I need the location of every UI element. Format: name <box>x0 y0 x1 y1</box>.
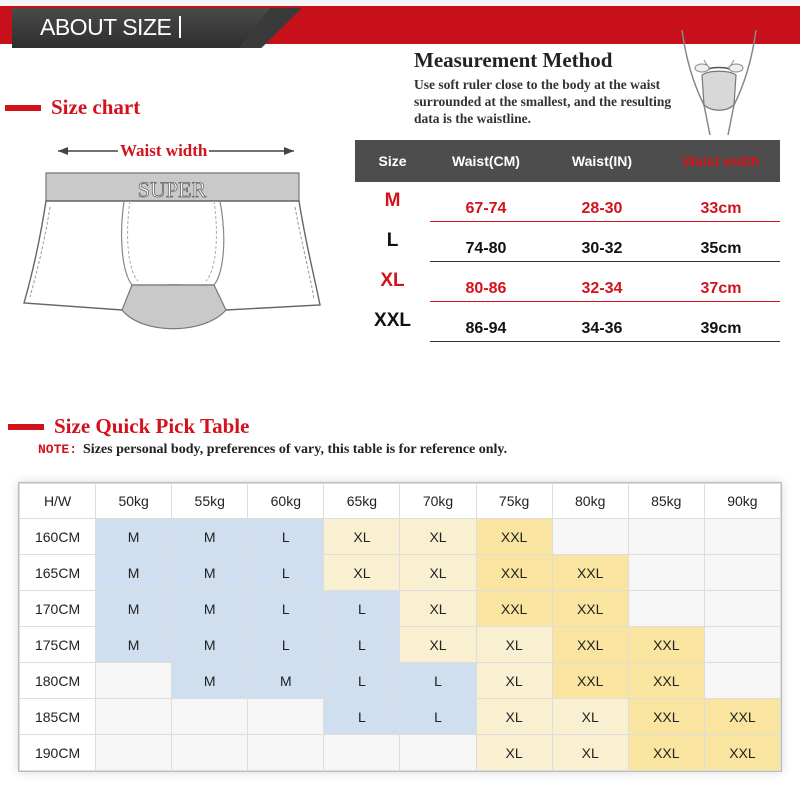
size-pick-cell: XXL <box>552 663 628 699</box>
size-pick-cell: M <box>96 591 172 627</box>
size-table-body <box>355 182 780 342</box>
table-row <box>20 627 781 663</box>
size-pick-cell: L <box>324 627 400 663</box>
size-cell: L <box>386 230 399 251</box>
size-pick-cell: L <box>324 663 400 699</box>
size-pick-cell <box>704 663 780 699</box>
weight-header-cell: 50kg <box>96 484 172 519</box>
weight-header-cell: 90kg <box>704 484 780 519</box>
note-label: NOTE: <box>38 442 78 457</box>
table-row <box>20 519 781 555</box>
size-pick-cell <box>704 627 780 663</box>
size-pick-cell <box>628 591 704 627</box>
waist-cm-header: Waist(CM) <box>452 153 520 169</box>
weight-header-cell: 65kg <box>324 484 400 519</box>
size-pick-cell <box>552 519 628 555</box>
quick-pick-header-row <box>20 484 781 519</box>
waist-width-label: Waist width <box>120 141 208 160</box>
size-pick-cell: L <box>248 627 324 663</box>
body-measurement-figure <box>664 30 774 135</box>
size-pick-cell: XXL <box>628 627 704 663</box>
size-pick-cell: XL <box>476 699 552 735</box>
size-pick-cell: XXL <box>552 555 628 591</box>
size-chart-table <box>355 140 780 342</box>
waist-width-cell: 33cm <box>662 200 780 222</box>
size-cell: XL <box>380 270 405 291</box>
waist-in-cell: 34-36 <box>542 320 662 342</box>
height-cell: 165CM <box>20 555 96 591</box>
size-pick-cell: XXL <box>552 591 628 627</box>
size-chart-heading <box>5 95 140 120</box>
header-title-divider <box>179 16 181 38</box>
size-pick-cell: XL <box>400 519 476 555</box>
size-pick-cell: M <box>172 519 248 555</box>
note-text: Sizes personal body, preferences of vary, this table is for reference only. <box>83 442 508 457</box>
size-header: Size <box>378 153 407 169</box>
size-pick-cell: XL <box>324 555 400 591</box>
height-cell: 190CM <box>20 735 96 771</box>
size-pick-cell: L <box>324 591 400 627</box>
quick-pick-grid <box>19 483 781 771</box>
size-pick-cell <box>628 519 704 555</box>
weight-header-cell: 75kg <box>476 484 552 519</box>
size-table-row <box>355 182 780 222</box>
briefs-brand-text: SUPER <box>137 177 207 202</box>
waist-in-cell: 30-32 <box>542 240 662 262</box>
waist-cm-cell: 86-94 <box>430 320 542 342</box>
size-pick-cell: XXL <box>628 663 704 699</box>
waist-width-cell: 35cm <box>662 240 780 262</box>
quick-pick-heading <box>8 414 249 439</box>
height-cell: 185CM <box>20 699 96 735</box>
size-pick-cell: XXL <box>628 735 704 771</box>
corner-cell: H/W <box>20 484 96 519</box>
size-pick-cell: XL <box>400 627 476 663</box>
size-pick-cell <box>96 735 172 771</box>
table-row <box>20 699 781 735</box>
size-cell: XXL <box>374 310 411 331</box>
waist-width-cell: 39cm <box>662 320 780 342</box>
quick-pick-heading-text: Size Quick Pick Table <box>54 414 250 438</box>
size-pick-cell: M <box>96 555 172 591</box>
height-cell: 180CM <box>20 663 96 699</box>
size-pick-cell <box>248 735 324 771</box>
waist-in-cell: 28-30 <box>542 200 662 222</box>
size-pick-cell <box>400 735 476 771</box>
waist-in-cell: 32-34 <box>542 280 662 302</box>
table-row <box>20 591 781 627</box>
height-cell: 175CM <box>20 627 96 663</box>
size-pick-cell <box>324 735 400 771</box>
size-table-row <box>355 302 780 342</box>
size-pick-cell: XL <box>476 735 552 771</box>
size-pick-cell: M <box>172 591 248 627</box>
size-pick-cell: XL <box>476 663 552 699</box>
measurement-method-title: Measurement Method <box>414 48 613 72</box>
size-pick-cell: M <box>96 519 172 555</box>
heading-marker <box>5 105 41 111</box>
briefs-illustration <box>14 135 334 350</box>
table-row <box>20 555 781 591</box>
height-cell: 170CM <box>20 591 96 627</box>
size-pick-cell: XXL <box>704 699 780 735</box>
size-pick-cell <box>248 699 324 735</box>
size-pick-cell: XXL <box>552 627 628 663</box>
size-pick-cell: L <box>248 519 324 555</box>
size-pick-cell: XXL <box>476 555 552 591</box>
size-pick-cell: XL <box>552 699 628 735</box>
header-title <box>40 14 181 41</box>
size-pick-cell <box>628 555 704 591</box>
header-title-text: ABOUT SIZE <box>40 14 172 40</box>
size-pick-cell: M <box>172 555 248 591</box>
weight-header-cell: 60kg <box>248 484 324 519</box>
size-pick-cell: L <box>248 591 324 627</box>
waist-cm-cell: 80-86 <box>430 280 542 302</box>
waist-in-header: Waist(IN) <box>571 153 633 169</box>
size-pick-cell: M <box>248 663 324 699</box>
size-pick-cell <box>96 663 172 699</box>
quick-pick-table <box>18 482 782 772</box>
size-cell: M <box>384 190 401 211</box>
size-pick-cell <box>704 591 780 627</box>
size-pick-cell: XL <box>324 519 400 555</box>
size-pick-cell: L <box>400 663 476 699</box>
table-row <box>20 663 781 699</box>
size-pick-cell: XL <box>552 735 628 771</box>
waist-cm-cell: 74-80 <box>430 240 542 262</box>
size-table-row <box>355 222 780 262</box>
size-pick-cell: XXL <box>476 519 552 555</box>
size-pick-cell: M <box>96 627 172 663</box>
size-pick-cell: XXL <box>628 699 704 735</box>
weight-header-cell: 55kg <box>172 484 248 519</box>
size-table-header <box>355 140 780 182</box>
weight-header-cell: 80kg <box>552 484 628 519</box>
size-pick-cell <box>96 699 172 735</box>
size-pick-cell <box>172 735 248 771</box>
size-pick-cell <box>704 555 780 591</box>
weight-header-cell: 85kg <box>628 484 704 519</box>
size-pick-cell: XXL <box>476 591 552 627</box>
size-pick-cell: L <box>400 699 476 735</box>
size-pick-cell <box>704 519 780 555</box>
size-chart-heading-text: Size chart <box>51 95 141 119</box>
size-pick-cell: M <box>172 663 248 699</box>
waist-cm-cell: 67-74 <box>430 200 542 222</box>
size-pick-cell <box>172 699 248 735</box>
size-pick-cell: L <box>324 699 400 735</box>
measurement-method-text: Use soft ruler close to the body at the waist surrounded at the smallest, and the resulting data is the waistline. <box>414 77 672 126</box>
heading-marker <box>8 424 44 430</box>
table-row <box>20 735 781 771</box>
height-cell: 160CM <box>20 519 96 555</box>
weight-header-cell: 70kg <box>400 484 476 519</box>
size-table-row <box>355 262 780 302</box>
size-pick-cell: XL <box>476 627 552 663</box>
waist-width-cell: 37cm <box>662 280 780 302</box>
size-pick-cell: L <box>248 555 324 591</box>
size-pick-cell: XXL <box>704 735 780 771</box>
size-pick-cell: XL <box>400 591 476 627</box>
size-pick-cell: XL <box>400 555 476 591</box>
quick-pick-note <box>38 442 507 458</box>
waist-width-header: Waist width <box>682 153 760 169</box>
size-pick-cell: M <box>172 627 248 663</box>
